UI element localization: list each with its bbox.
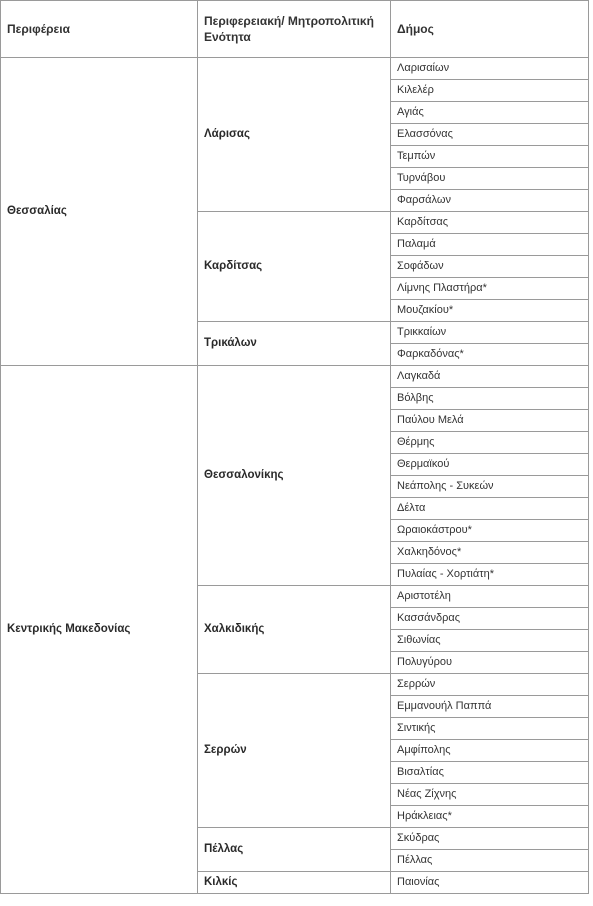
municipality-cell: Βόλβης (391, 388, 589, 410)
municipality-cell: Φαρσάλων (391, 190, 589, 212)
municipality-cell: Σιντικής (391, 718, 589, 740)
municipality-cell: Σκύδρας (391, 828, 589, 850)
region-cell: Κεντρικής Μακεδονίας (1, 366, 198, 894)
municipality-cell: Ηράκλειας* (391, 806, 589, 828)
municipality-cell: Σιθωνίας (391, 630, 589, 652)
municipality-cell: Αγιάς (391, 102, 589, 124)
municipality-cell: Λίμνης Πλαστήρα* (391, 278, 589, 300)
unit-cell: Σερρών (198, 674, 391, 828)
municipality-cell: Νέας Ζίχνης (391, 784, 589, 806)
municipality-cell: Τυρνάβου (391, 168, 589, 190)
municipality-cell: Πέλλας (391, 850, 589, 872)
municipality-cell: Κιλελέρ (391, 80, 589, 102)
unit-cell: Κιλκίς (198, 872, 391, 894)
municipality-cell: Χαλκηδόνος* (391, 542, 589, 564)
table-body (1, 58, 589, 894)
municipality-cell: Θέρμης (391, 432, 589, 454)
municipality-cell: Ωραιοκάστρου* (391, 520, 589, 542)
municipality-cell: Παύλου Μελά (391, 410, 589, 432)
municipality-cell: Τρικκαίων (391, 322, 589, 344)
municipality-cell: Εμμανουήλ Παππά (391, 696, 589, 718)
unit-cell: Θεσσαλονίκης (198, 366, 391, 586)
header-municipality: Δήμος (391, 1, 589, 58)
municipality-cell: Παιονίας (391, 872, 589, 894)
unit-cell: Χαλκιδικής (198, 586, 391, 674)
municipality-cell: Πυλαίας - Χορτιάτη* (391, 564, 589, 586)
unit-cell: Λάρισας (198, 58, 391, 212)
table-row (1, 366, 589, 388)
municipality-cell: Μουζακίου* (391, 300, 589, 322)
table-row (1, 58, 589, 80)
municipality-cell: Φαρκαδόνας* (391, 344, 589, 366)
header-row (1, 1, 589, 58)
municipality-cell: Κασσάνδρας (391, 608, 589, 630)
municipality-cell: Σερρών (391, 674, 589, 696)
municipality-cell: Παλαμά (391, 234, 589, 256)
region-cell: Θεσσαλίας (1, 58, 198, 366)
municipality-cell: Θερμαϊκού (391, 454, 589, 476)
municipality-cell: Βισαλτίας (391, 762, 589, 784)
unit-cell: Καρδίτσας (198, 212, 391, 322)
municipality-cell: Τεμπών (391, 146, 589, 168)
municipality-cell: Νεάπολης - Συκεών (391, 476, 589, 498)
municipality-cell: Λαγκαδά (391, 366, 589, 388)
unit-cell: Πέλλας (198, 828, 391, 872)
municipality-cell: Ελασσόνας (391, 124, 589, 146)
municipality-cell: Δέλτα (391, 498, 589, 520)
municipality-cell: Λαρισαίων (391, 58, 589, 80)
municipality-cell: Σοφάδων (391, 256, 589, 278)
municipality-cell: Αμφίπολης (391, 740, 589, 762)
municipality-cell: Αριστοτέλη (391, 586, 589, 608)
header-unit: Περιφερειακή/ Μητροπολιτική Ενότητα (198, 1, 391, 58)
header-region: Περιφέρεια (1, 1, 198, 58)
municipality-cell: Πολυγύρου (391, 652, 589, 674)
municipality-cell: Καρδίτσας (391, 212, 589, 234)
unit-cell: Τρικάλων (198, 322, 391, 366)
